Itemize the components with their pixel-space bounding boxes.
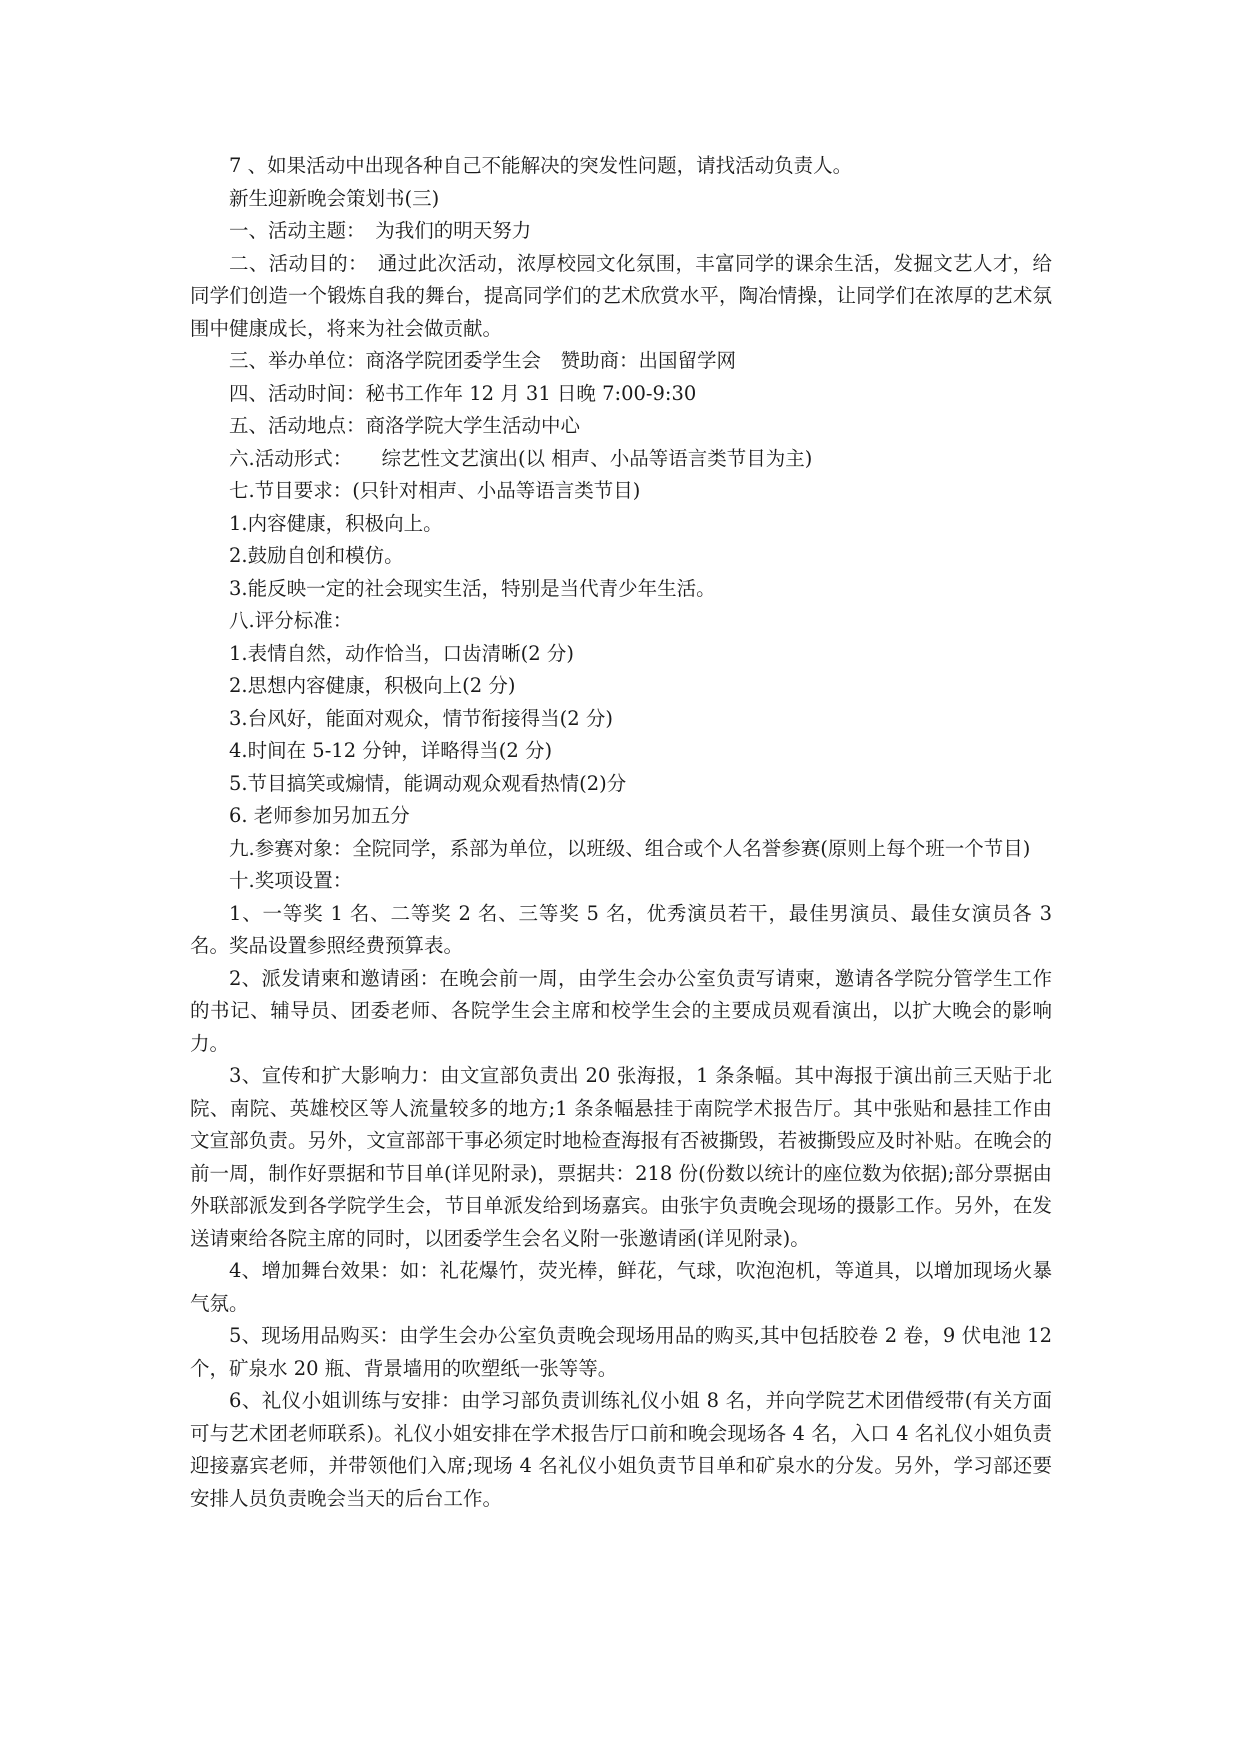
list-item: 3.台风好，能面对观众，情节衔接得当(2 分): [229, 706, 613, 730]
paragraph: 四、活动时间：秘书工作年 12 月 31 日晚 7:00-9:30: [229, 381, 697, 405]
paragraph: 二、活动目的： 通过此次活动，浓厚校园文化氛围，丰富同学的课余生活，发掘文艺人才，给同学们创造一个锻炼自我的舞台，提高同学们的艺术欣赏水平，陶冶情操，让同学们在浓厚的艺术氛围中健康成长，将来为社会做贡献。: [190, 251, 1052, 340]
list-item: 5、现场用品购买：由学生会办公室负责晚会现场用品的购买,其中包括胶卷 2 卷，9 伏电池 12 个，矿泉水 20 瓶、背景墙用的吹塑纸一张等等。: [190, 1324, 1052, 1380]
paragraph: 一、活动主题： 为我们的明天努力: [229, 219, 532, 242]
paragraph: 7 、如果活动中出现各种自己不能解决的突发性问题，请找活动负责人。: [229, 154, 853, 177]
document-page: [190, 150, 1052, 1515]
paragraph: 九.参赛对象：全院同学，系部为单位，以班级、组合或个人名誉参赛(原则上每个班一个节目): [229, 836, 1031, 860]
list-item: 6、礼仪小姐训练与安排：由学习部负责训练礼仪小姐 8 名，并向学院艺术团借绶带(有关方面可与艺术团老师联系)。礼仪小姐安排在学术报告厅口前和晚会现场各 4 名，入口 4 名礼仪小姐负责迎接嘉宾老师，并带领他们入席;现场 4 名礼仪小姐负责节目单和矿泉水的分发。另外，学习部还要安排人员负责晚会当天的后台工作。: [190, 1389, 1052, 1510]
list-item: 3.能反映一定的社会现实生活，特别是当代青少年生活。: [229, 576, 716, 600]
list-item: 4、增加舞台效果：如：礼花爆竹，荧光棒，鲜花，气球，吹泡泡机，等道具，以增加现场火暴气氛。: [190, 1259, 1052, 1315]
paragraph: 八.评分标准：: [229, 609, 353, 632]
list-item: 2.鼓励自创和模仿。: [229, 544, 404, 567]
list-item: 6. 老师参加另加五分: [229, 804, 410, 827]
list-item: 4.时间在 5-12 分钟，详略得当(2 分): [229, 739, 553, 762]
paragraph: 三、举办单位：商洛学院团委学生会 赞助商：出国留学网: [229, 349, 737, 372]
section-title: 新生迎新晚会策划书(三): [229, 186, 440, 210]
list-item: 1.表情自然，动作恰当，口齿清晰(2 分): [229, 641, 574, 665]
list-item: 3、宣传和扩大影响力：由文宣部负责出 20 张海报，1 条条幅。其中海报于演出前三天贴于北院、南院、英雄校区等人流量较多的地方;1 条条幅悬挂于南院学术报告厅。其中张贴和悬挂工作由文宣部负责。另外，文宣部部干事必须定时地检查海报有否被撕毁，若被撕毁应及时补贴。在晚会的前一周，制作好票据和节目单(详见附录)，票据共：218 份(份数以统计的座位数为依据);部分票据由外联部派发到各学院学生会，节目单派发给到场嘉宾。由张宇负责晚会现场的摄影工作。另外，在发送请柬给各院主席的同时，以团委学生会名义附一张邀请函(详见附录)。: [190, 1064, 1052, 1250]
paragraph: 十.奖项设置：: [229, 869, 353, 892]
paragraph: 七.节目要求：(只针对相声、小品等语言类节目): [229, 479, 641, 502]
list-item: 5.节目搞笑或煽情，能调动观众观看热情(2)分: [229, 771, 627, 795]
paragraph: 六.活动形式： 综艺性文艺演出(以 相声、小品等语言类节目为主): [229, 446, 813, 470]
list-item: 1.内容健康，积极向上。: [229, 511, 443, 535]
list-item: 2、派发请柬和邀请函：在晚会前一周，由学生会办公室负责写请柬，邀请各学院分管学生工作的书记、辅导员、团委老师、各院学生会主席和校学生会的主要成员观看演出，以扩大晚会的影响力。: [190, 966, 1052, 1055]
list-item: 1、一等奖 1 名、二等奖 2 名、三等奖 5 名，优秀演员若干，最佳男演员、最佳女演员各 3 名。奖品设置参照经费预算表。: [190, 901, 1052, 957]
list-item: 2.思想内容健康，积极向上(2 分): [229, 674, 516, 697]
paragraph: 五、活动地点：商洛学院大学生活动中心: [229, 414, 581, 437]
